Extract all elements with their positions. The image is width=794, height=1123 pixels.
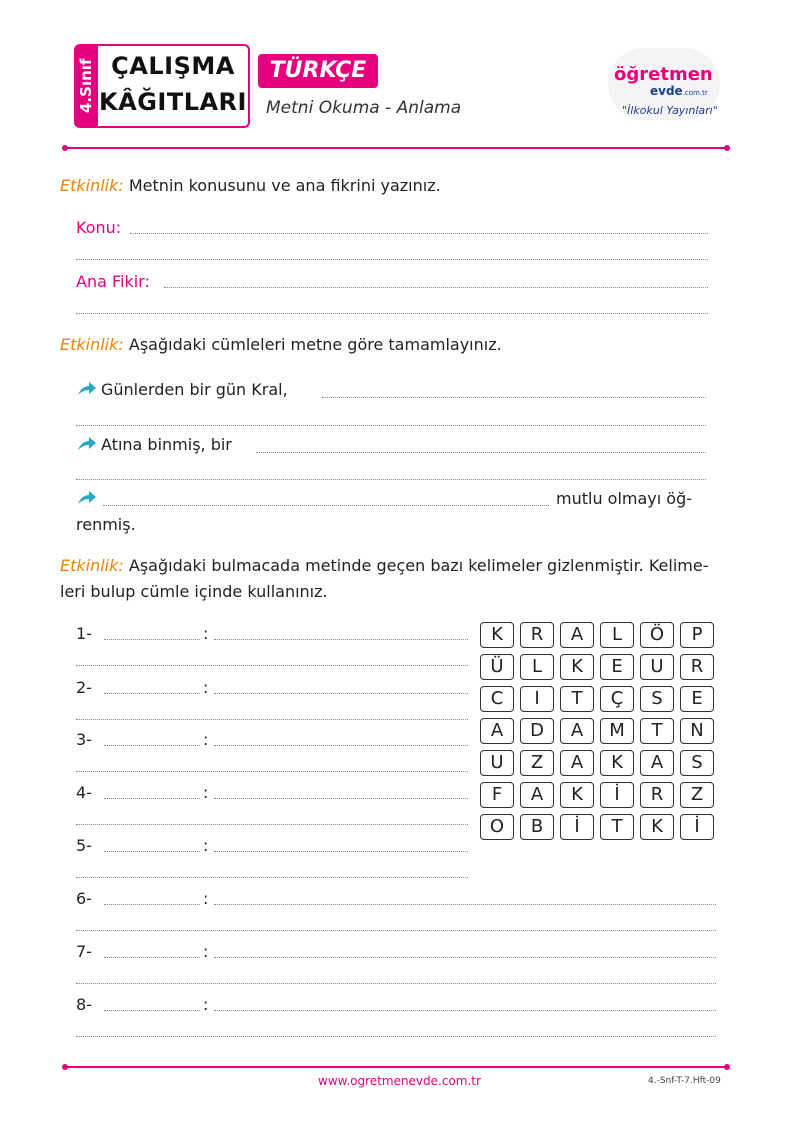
activity2-label: Etkinlik: [60, 335, 124, 354]
grid-cell[interactable]: U [640, 654, 674, 680]
sentence3-answer-line[interactable] [103, 504, 549, 506]
ana-fikir-label: Ana Fikir: [76, 272, 150, 291]
grid-cell[interactable]: U [480, 750, 514, 776]
divider-dot-left [62, 145, 68, 151]
item-colon: : [203, 942, 209, 961]
grid-cell[interactable]: İ [600, 782, 634, 808]
sentence-answer-line[interactable] [214, 638, 468, 640]
sentence-answer-line2[interactable] [76, 982, 716, 984]
grid-cell[interactable]: Ç [600, 686, 634, 712]
title-line1: ÇALIŞMA [111, 52, 235, 80]
ana-fikir-answer-line2[interactable] [76, 312, 708, 314]
sentence3-end: mutlu olmayı öğ- [556, 489, 693, 508]
grid-cell[interactable]: L [520, 654, 554, 680]
grid-cell[interactable]: S [680, 750, 714, 776]
grid-cell[interactable]: C [480, 686, 514, 712]
word-answer-line[interactable] [104, 638, 200, 640]
sentence2: Atına binmiş, bir [101, 435, 232, 454]
item-colon: : [203, 730, 209, 749]
sentence-answer-line2[interactable] [76, 876, 468, 878]
grid-cell[interactable]: K [480, 622, 514, 648]
grid-cell[interactable]: E [600, 654, 634, 680]
activity3-instruction: Aşağıdaki bulmacada metinde geçen bazı kelimeler gizlenmiştir. Kelime- [128, 556, 709, 575]
divider-dot-right [724, 145, 730, 151]
grid-cell[interactable]: F [480, 782, 514, 808]
grid-cell[interactable]: T [640, 718, 674, 744]
grid-cell[interactable]: A [560, 718, 594, 744]
grid-cell[interactable]: N [680, 718, 714, 744]
grid-cell[interactable]: Ü [480, 654, 514, 680]
grid-cell[interactable]: T [600, 814, 634, 840]
grid-cell[interactable]: K [560, 782, 594, 808]
item-number: 8- [76, 995, 92, 1014]
item-number: 3- [76, 730, 92, 749]
grid-cell[interactable]: I [520, 686, 554, 712]
grid-cell[interactable]: D [520, 718, 554, 744]
footer-dot-left [62, 1064, 68, 1070]
logo-main-a: öğretmen [614, 64, 713, 85]
ana-fikir-answer-line[interactable] [164, 286, 708, 288]
activity1-instruction: Metnin konusunu ve ana fikrini yazınız. [128, 176, 441, 195]
sentence1: Günlerden bir gün Kral, [101, 380, 288, 399]
footer-dot-right [724, 1064, 730, 1070]
activity2-instruction: Aşağıdaki cümleleri metne göre tamamlayınız. [128, 335, 502, 354]
grid-cell[interactable]: R [640, 782, 674, 808]
grid-cell[interactable]: O [480, 814, 514, 840]
word-answer-line[interactable] [104, 850, 200, 852]
sentence-answer-line[interactable] [214, 744, 468, 746]
item-number: 6- [76, 889, 92, 908]
word-answer-line[interactable] [104, 744, 200, 746]
grade-label: 4.Sınıf [77, 58, 95, 114]
sentence-answer-line2[interactable] [76, 823, 468, 825]
sentence-answer-line[interactable] [214, 1009, 716, 1011]
title-line2: KÂĞITLARI [99, 88, 247, 116]
grid-cell[interactable]: L [600, 622, 634, 648]
item-colon: : [203, 783, 209, 802]
grid-cell[interactable]: A [520, 782, 554, 808]
grid-cell[interactable]: Z [680, 782, 714, 808]
grid-cell[interactable]: İ [680, 814, 714, 840]
activity1-heading [60, 176, 441, 195]
sentence-answer-line2[interactable] [76, 718, 468, 720]
footer-code: 4.-Snf-T-7.Hft-09 [648, 1076, 721, 1086]
activity1-label: Etkinlik: [60, 176, 124, 195]
grid-cell[interactable]: İ [560, 814, 594, 840]
grid-cell[interactable]: A [560, 622, 594, 648]
sentence-answer-line2[interactable] [76, 664, 468, 666]
topic-title: Metni Okuma - Anlama [266, 98, 462, 118]
logo-tagline: "İlkokul Yayınları" [622, 104, 718, 117]
item-colon: : [203, 678, 209, 697]
grid-cell[interactable]: B [520, 814, 554, 840]
konu-answer-line[interactable] [130, 232, 708, 234]
konu-label: Konu: [76, 218, 122, 237]
footer-url[interactable]: www.ogretmenevde.com.tr [318, 1074, 481, 1088]
item-number: 1- [76, 624, 92, 643]
activity3-heading [60, 556, 708, 575]
teal-arrow-icon [77, 490, 97, 506]
grid-cell[interactable]: Ö [640, 622, 674, 648]
subject-badge: TÜRKÇE [258, 54, 378, 88]
teal-arrow-icon [77, 381, 97, 397]
item-number: 4- [76, 783, 92, 802]
activity3-label: Etkinlik: [60, 556, 124, 575]
sentence1-answer-line2[interactable] [76, 424, 706, 426]
grid-cell[interactable]: S [640, 686, 674, 712]
grid-cell[interactable]: R [520, 622, 554, 648]
sentence-answer-line[interactable] [214, 692, 468, 694]
sentence-answer-line2[interactable] [76, 929, 716, 931]
word-answer-line[interactable] [104, 903, 200, 905]
grid-cell[interactable]: A [640, 750, 674, 776]
grid-cell[interactable]: K [600, 750, 634, 776]
item-number: 7- [76, 942, 92, 961]
konu-answer-line2[interactable] [76, 258, 708, 260]
item-colon: : [203, 836, 209, 855]
sentence-answer-line2[interactable] [76, 1035, 716, 1037]
grid-cell[interactable]: K [640, 814, 674, 840]
activity2-heading [60, 335, 502, 354]
item-number: 2- [76, 678, 92, 697]
grid-cell[interactable]: T [560, 686, 594, 712]
header-divider [64, 147, 728, 149]
sentence-answer-line[interactable] [214, 903, 716, 905]
grid-cell[interactable]: P [680, 622, 714, 648]
sentence-answer-line2[interactable] [76, 770, 468, 772]
sentence-answer-line[interactable] [214, 956, 716, 958]
grid-cell[interactable]: Z [520, 750, 554, 776]
item-colon: : [203, 889, 209, 908]
sentence3-cont: renmiş. [76, 515, 136, 534]
word-answer-line[interactable] [104, 692, 200, 694]
word-answer-line[interactable] [104, 1009, 200, 1011]
sentence2-answer-line2[interactable] [76, 478, 706, 480]
grid-cell[interactable]: A [480, 718, 514, 744]
sentence-answer-line[interactable] [214, 797, 468, 799]
grid-cell[interactable]: E [680, 686, 714, 712]
item-colon: : [203, 995, 209, 1014]
sentence2-answer-line[interactable] [256, 451, 706, 453]
grid-cell[interactable]: R [680, 654, 714, 680]
word-answer-line[interactable] [104, 797, 200, 799]
logo-main [614, 64, 713, 85]
grid-cell[interactable]: A [560, 750, 594, 776]
sentence1-answer-line[interactable] [322, 396, 706, 398]
teal-arrow-icon [77, 436, 97, 452]
word-answer-line[interactable] [104, 956, 200, 958]
footer-divider [64, 1066, 728, 1068]
sentence-answer-line[interactable] [214, 850, 468, 852]
word-search-grid [480, 622, 720, 846]
item-number: 5- [76, 836, 92, 855]
grid-cell[interactable]: M [600, 718, 634, 744]
activity3-instruction-cont: leri bulup cümle içinde kullanınız. [60, 582, 328, 601]
item-colon: : [203, 624, 209, 643]
grid-cell[interactable]: K [560, 654, 594, 680]
logo-main-b: evde.com.tr [650, 84, 708, 98]
